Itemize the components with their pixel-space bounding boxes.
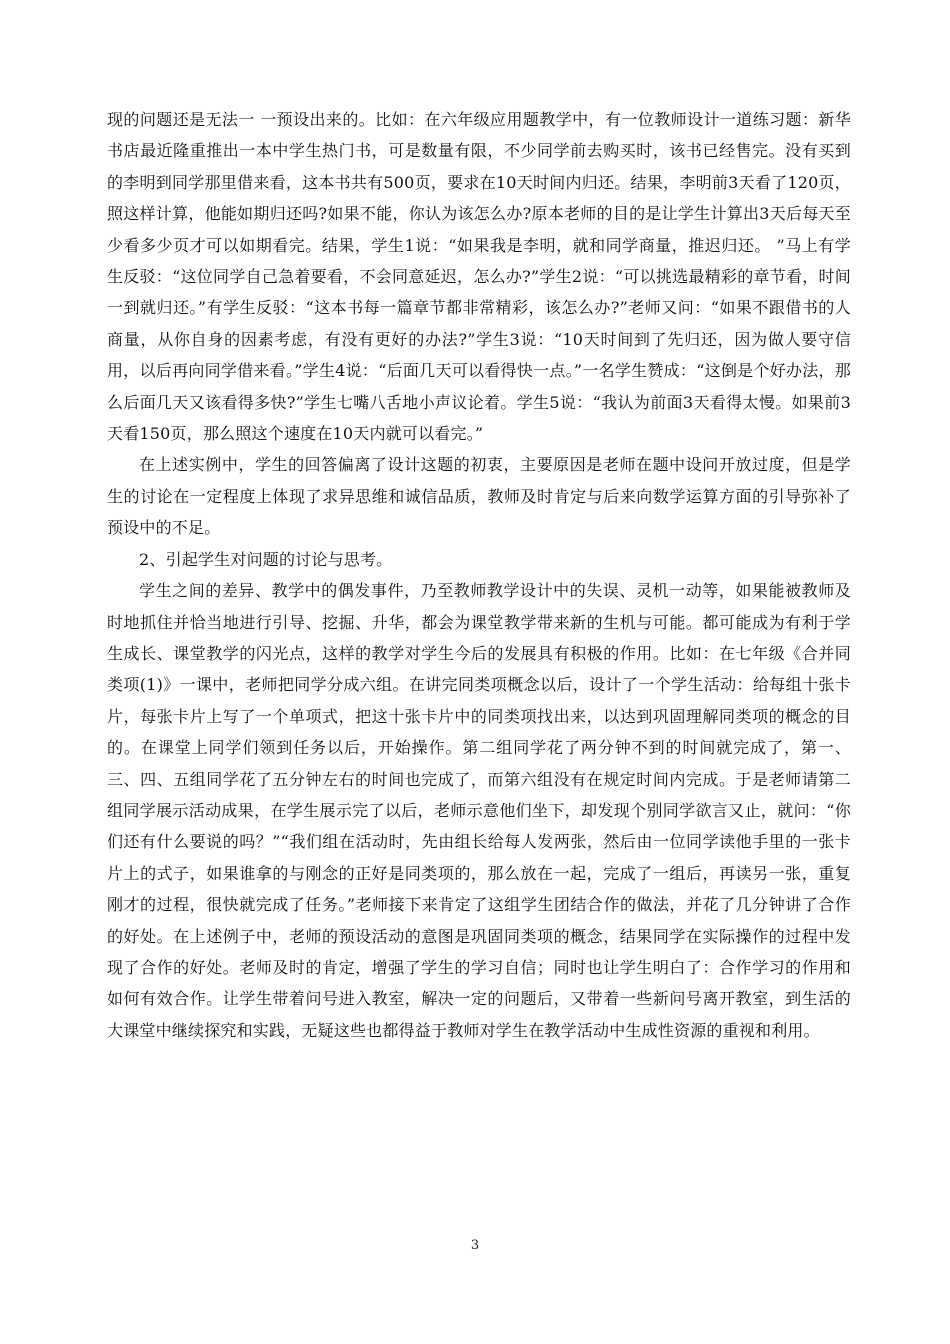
body-text: [107, 104, 851, 1046]
section-heading: 2、引起学生对问题的讨论与思考。: [139, 549, 393, 569]
paragraph-1: 现的问题还是无法一 一预设出来的。比如：在六年级应用题教学中，有一位教师设计一道练习题：新华书店最近隆重推出一本中学生热门书，可是数量有限，不少同学前去购买时，该书已经售完。没有买到的李明到同学那里借来看，这本书共有500页，要求在10天时间内归还。结果，李明前3天看了120页，照这样计算，他能如期归还吗?如果不能，你认为该怎么办?原本老师的目的是让学生计算出3天后每天至少看多少页才可以如期看完。结果，学生1说：“如果我是李明，就和同学商量，推迟归还。 ”马上有学生反驳：“这位同学自己急着要看，不会同意延迟，怎么办?”学生2说：“可以挑选最精彩的章节看，时间一到就归还。”有学生反驳：“这本书每一篇章节都非常精彩，该怎么办?”老师又问：“如果不跟借书的人商量，从你自身的因素考虑，有没有更好的办法?”学生3说：“10天时间到了先归还，因为做人要守信用，以后再向同学借来看。”学生4说：“后面几天可以看得快一点。”一名学生赞成：“这倒是个好办法，那么后面几天又该看得多快?”学生七嘴八舌地小声议论着。学生5说：“我认为前面3天看得太慢。如果前3天看150页，那么照这个速度在10天内就可以看完。”: [107, 110, 851, 444]
paragraph-2: 在上述实例中，学生的回答偏离了设计这题的初衷，主要原因是老师在题中设问开放过度，但是学生的讨论在一定程度上体现了求异思维和诚信品质，教师及时肯定与后来向数学运算方面的引导弥补了预设中的不足。: [107, 455, 851, 538]
paragraph-3: 学生之间的差异、教学中的偶发事件，乃至教师教学设计中的失误、灵机一动等，如果能被教师及时地抓住并恰当地进行引导、挖掘、升华，都会为课堂教学带来新的生机与可能。都可能成为有利于学生成长、课堂教学的闪光点，这样的教学对学生今后的发展具有积极的作用。比如：在七年级《合并同类项(1)》一课中，老师把同学分成六组。在讲完同类项概念以后，设计了一个学生活动：给每组十张卡片，每张卡片上写了一个单项式，把这十张卡片中的同类项找出来，以达到巩固理解同类项的概念的目的。在课堂上同学们领到任务以后，开始操作。第二组同学花了两分钟不到的时间就完成了，第一、三、四、五组同学花了五分钟左右的时间也完成了，而第六组没有在规定时间内完成。于是老师请第二组同学展示活动成果，在学生展示完了以后，老师示意他们坐下，却发现个别同学欲言又止，就问：“你们还有什么要说的吗？”“我们组在活动时，先由组长给每人发两张，然后由一位同学读他手里的一张卡片上的式子，如果谁拿的与刚念的正好是同类项的，那么放在一起，完成了一组后，再读另一张，重复刚才的过程，很快就完成了任务。”老师接下来肯定了这组学生团结合作的做法，并花了几分钟讲了合作的好处。在上述例子中，老师的预设活动的意图是巩固同类项的概念，结果同学在实际操作的过程中发现了合作的好处。老师及时的肯定，增强了学生的学习自信；同时也让学生明白了：合作学习的作用和如何有效合作。让学生带着问号进入教室，解决一定的问题后，又带着一些新问号离开教室，到生活的大课堂中继续探究和实践，无疑这些也都得益于教师对学生在教学活动中生成性资源的重视和利用。: [107, 581, 851, 1040]
page-number: 3: [470, 1238, 480, 1253]
